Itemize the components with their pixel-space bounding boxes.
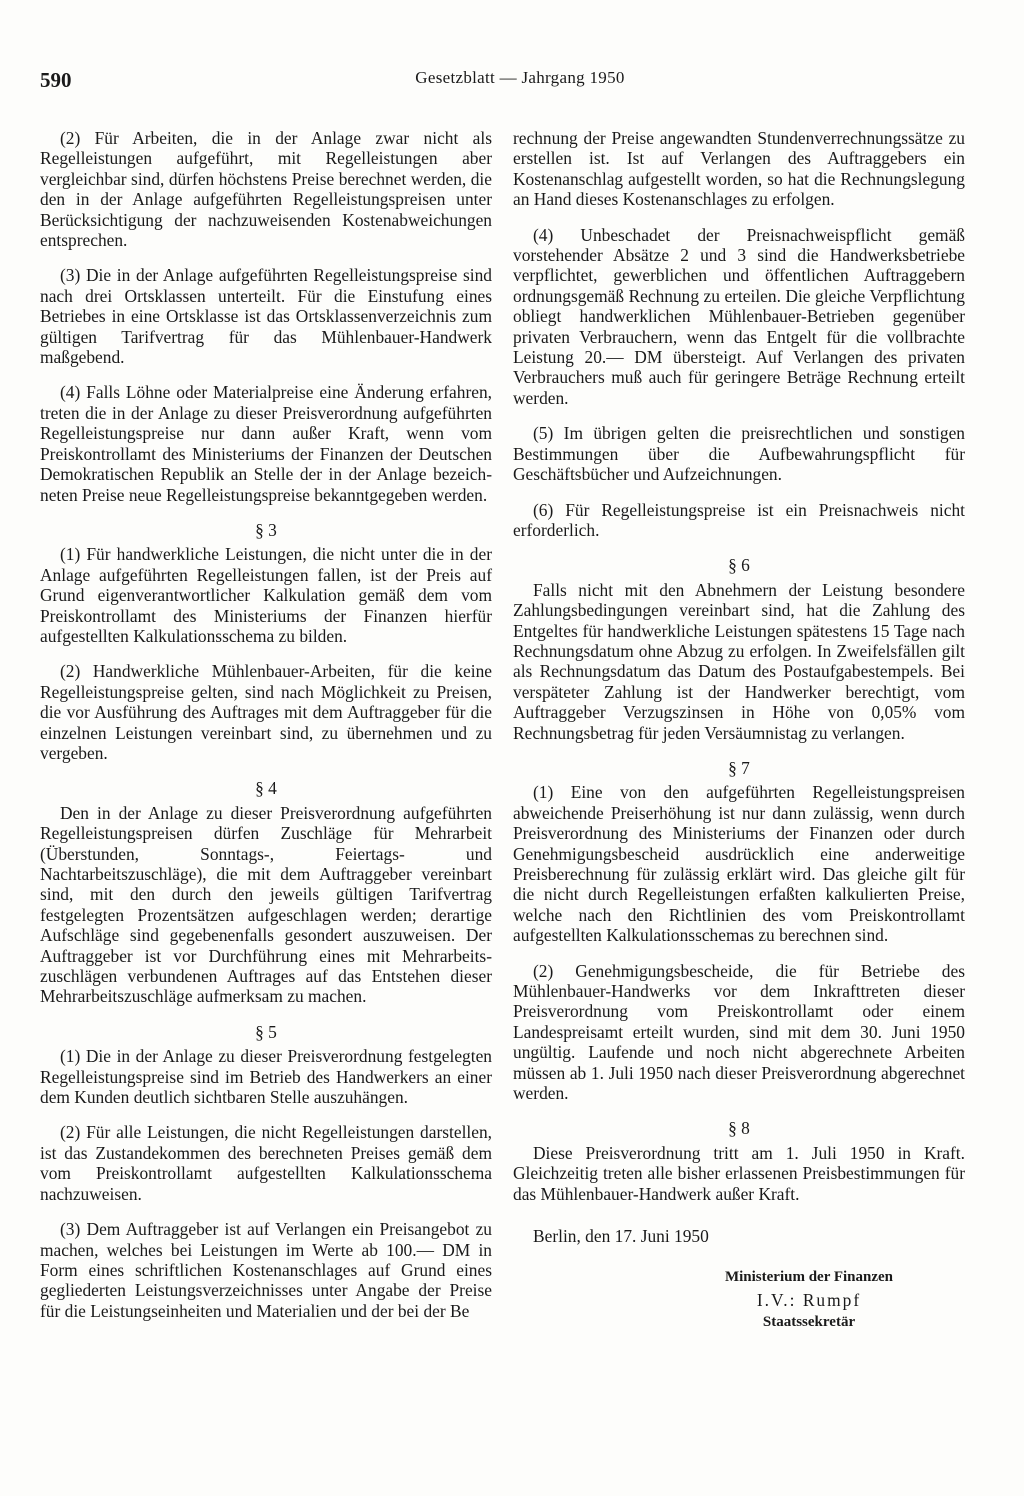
section-heading: § 4 xyxy=(255,778,277,799)
paragraph: rechnung der Preise angewandten Stundenverrechnungssätze zu erstellen ist. Ist auf Verlangen des Auftraggebers ein Kostenanschlag aufgestellt worden, so hat die Rechnungslegung an Hand dieses Kostenanschlages zu erfolgen. xyxy=(513,128,965,210)
section-heading: § 3 xyxy=(255,519,277,540)
paragraph: Den in der Anlage zu dieser Preisverordnung aufgeführten Regelleistungspreisen dürfen Zuschläge für Mehrarbeit (Überstunden, Sonntags-, Feiertags- und Nachtarbeitszuschläge), die mit dem Auftraggeber vereinbart sind, mit den durch den jeweils gültigen Tarifvertrag festgelegten Prozentsätzen aufgeschlagen werden; derartige Aufschläge sind gegebenenfalls gesondert auszuweisen. Der Auftraggeber ist vor Durchführung eines mit Mehrarbeitszuschlägen verbundenen Auftrages auf das Entstehen dieser Mehrarbeitszuschläge aufmerksam zu machen. xyxy=(40,802,492,1007)
paragraph: (2) Handwerkliche Mühlenbauer-Arbeiten, für die keine Regelleistungspreise gelten, sind nach Möglichkeit zu Preisen, die vor Ausführung des Auftrages mit dem Auftraggeber für die einzelnen Leistungen vereinbart sind, zu übernehmen und zu vergeben. xyxy=(40,661,492,763)
section-heading: § 8 xyxy=(728,1118,750,1139)
signature-ministry: Ministerium der Finanzen xyxy=(724,1268,894,1285)
right-column xyxy=(513,128,965,1333)
paragraph: (3) Dem Auftraggeber ist auf Verlangen ein Preisangebot zu machen, welches bei Leistungen im Werte ab 100.— DM in Form eines schriftlichen Kostenanschlages auf Grund eines gegliederten Leistungsverzeichnisses unter Angabe der Preise für die Leistungseinheiten und Materialien und der bei der Be xyxy=(40,1219,492,1321)
paragraph: (1) Für handwerkliche Leistungen, die nicht unter die in der Anlage aufgeführten Regelleistungen fallen, ist der Preis auf Grund eigenverantwortlicher Kalkulation gemäß dem vom Preiskontrollamt des Ministeriums der Finanzen hierfür aufgestellten Kalkulationsschema zu bilden. xyxy=(40,544,492,646)
paragraph: (1) Eine von den aufgeführten Regelleistungspreisen abweichende Preiserhöhung ist nur dann zulässig, wenn durch Preisverordnung des Ministeriums der Finanzen oder durch Genehmigungsbescheid ausdrücklich eine anderweitige Preisberechnung für zulässig erklärt wird. Das gleiche gilt für die nicht durch Regelleistungen erfaßten kalkulierten Preise, welche nach den Richtlinien des vom Preiskontrollamt aufgestellten Kalkulationsschemas zu berechnen sind. xyxy=(513,782,965,946)
page-number: 590 xyxy=(40,68,72,92)
paragraph: (2) Genehmigungsbescheide, die für Betriebe des Mühlenbauer-Handwerks vor dem Inkrafttreten dieser Preisverordnung vom Preiskontrollamt oder einem Landespreisamt erteilt wurden, sind mit dem 30. Juni 1950 ungültig. Laufende und noch nicht abgerechnete Arbeiten müssen ab 1. Juli 1950 nach dieser Preisverordnung abgerechnet werden. xyxy=(513,960,965,1104)
paragraph: (3) Die in der Anlage aufgeführten Regelleistungspreise sind nach drei Ortsklassen unterteilt. Für die Einstufung eines Betriebes in eine Ortsklasse ist das Ortsklassenverzeichnis zum gültigen Tarifvertrag für das Mühlenbauer-Handwerk maßgebend. xyxy=(40,265,492,368)
section-heading: § 6 xyxy=(728,555,750,576)
paragraph: Diese Preisverordnung tritt am 1. Juli 1950 in Kraft. Gleichzeitig treten alle bisher erlassenen Preisbestimmungen für das Mühlenbauer-Handwerk außer Kraft. xyxy=(513,1142,965,1204)
paragraph: (4) Unbeschadet der Preisnachweispflicht gemäß vorstehender Absätze 2 und 3 sind die Handwerksbetriebe verpflichtet, gewerblichen und öffentlichen Auftraggebern ordnungsgemäß Rechnung zu erteilen. Die gleiche Verpflichtung obliegt handwerklichen Mühlenbauer-Betrieben gegenüber privaten Verbrauchern, wenn das Entgelt für die vollbrachte Leistung 20.— DM übersteigt. Auf Verlangen des privaten Verbrauchers muß auch für geringere Beträge Rechnung erteilt werden. xyxy=(513,224,965,408)
section-heading: § 5 xyxy=(255,1021,277,1042)
paragraph: (6) Für Regelleistungspreise ist ein Preisnachweis nicht erforderlich. xyxy=(513,499,965,540)
section-heading: § 7 xyxy=(728,757,750,778)
paragraph: (5) Im übrigen gelten die preisrechtlichen und sonstigen Bestimmungen über die Aufbewahrungspflicht für Geschäftsbücher und Aufzeichnungen. xyxy=(513,423,965,485)
left-column xyxy=(40,128,492,1336)
signature-date: Berlin, den 17. Juni 1950 xyxy=(533,1226,709,1247)
journal-title: Gesetzblatt — Jahrgang 1950 xyxy=(415,68,625,87)
paragraph: (4) Falls Löhne oder Materialpreise eine Änderung erfahren, treten die in der Anlage zu dieser Preisverordnung aufgeführten Regelleistungspreise nur dann außer Kraft, wenn vom Preiskontrollamt des Ministeriums der Finanzen der Deutschen Demokratischen Republik an Stelle der in der Anlage bezeichneten Preise neue Regelleistungspreise bekanntgegeben werden. xyxy=(40,382,492,505)
paragraph: (2) Für Arbeiten, die in der Anlage zwar nicht als Regelleistungen aufgeführt, mit Regelleistungen aber vergleichbar sind, dürfen höchstens Preise berechnet werden, die den in der Anlage aufgeführten Regelleistungspreisen unter Berücksichtigung der nachzuweisenden Kostenabweichungen entsprechen. xyxy=(40,128,492,251)
paragraph: (2) Für alle Leistungen, die nicht Regelleistungen darstellen, ist das Zustandekommen des berechneten Preises gemäß dem vom Preiskontrollamt aufgestellten Kalkulationsschema nachzuweisen. xyxy=(40,1122,492,1204)
paragraph: (1) Die in der Anlage zu dieser Preisverordnung festgelegten Regelleistungspreise sind im Betrieb des Handwerkers an einer dem Kunden deutlich sichtbaren Stelle auszuhängen. xyxy=(40,1046,492,1108)
page-header xyxy=(40,68,1000,108)
signature-name: I.V.: Rumpf xyxy=(756,1289,862,1310)
paragraph: Falls nicht mit den Abnehmern der Leistung besondere Zahlungsbedingungen vereinbart sind, hat die Zahlung des Entgeltes für handwerkliche Leistungen spätestens 15 Tage nach Rechnungsdatum ohne Abzug zu erfolgen. In Zweifelsfällen gilt als Rechnungsdatum das Datum des Postaufgabestempels. Bei verspäteter Zahlung ist der Handwerker berechtigt, vom Auftraggeber Verzugszinsen in Höhe von 0,05% vom Rechnungsbetrag für jeden Versäumnistag zu verlangen. xyxy=(513,579,965,743)
signature-role: Staatssekretär xyxy=(762,1314,856,1331)
